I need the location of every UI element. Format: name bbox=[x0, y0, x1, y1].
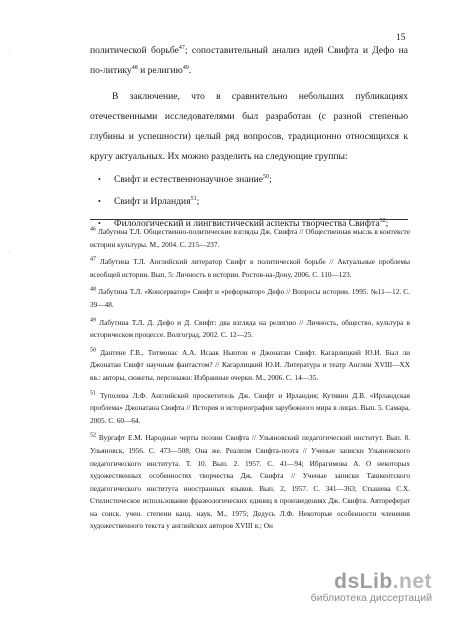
margin-mark: · bbox=[8, 48, 10, 54]
footnote: $^{51}$ Туполева Л.Ф. Английский просветитель Дж. Свифт и Ирландия; Кутявин Д.В. «Ирландская проблема» Джонатана Свифта // История и историография зарубежного мира в лицах. Вып. 5. Самара, 2005. С. 60—64. bbox=[90, 390, 410, 425]
footnote: $^{47}$ Лабутина Т.Л. Английский литератор Свифт в политической борьбе // Актуальные проблемы всеобщей истории. Вып. 5: Личность в истории. Ростов-на-Дону, 2006. С. 110—123. bbox=[90, 256, 411, 279]
footnote-divider bbox=[90, 219, 408, 220]
footnote: $^{50}$ Дантене Г.В., Титмонас А.А. Исаак Ньютон и Джонатан Свифт. Кагарлицкий Ю.И. Был ли Джонатан Свифт научным фантастом? // Кагарлицкий Ю.И. Литература и театр Англии XVIII—XX вв.: авторы, сюжеты, персонажи: Избранные очерки. М., 2006. С. 14—35. bbox=[90, 347, 411, 382]
list-item: • Свифт и естественнонаучное знание$^{50}$; bbox=[90, 169, 408, 191]
footnote-ref: 52 bbox=[379, 217, 386, 224]
list-item: • Свифт и Ирландия$^{51}$; bbox=[90, 191, 408, 213]
footnote-ref: 50 bbox=[263, 173, 270, 180]
watermark-logo: dsLib.net bbox=[334, 570, 432, 593]
paragraph-continuation: политической борьбе$^{47}$; сопоставительный анализ идей Свифта и Дефо на по-литику$^{48}$ и религию$^{49}$. bbox=[90, 44, 408, 76]
page-number: 15 bbox=[396, 33, 406, 43]
list-item: • Филологический и лингвистический аспекты творчества Свифта$^{52}$; bbox=[90, 213, 408, 235]
footnotes bbox=[90, 226, 410, 538]
watermark-subtitle: библиотека диссертаций bbox=[310, 592, 432, 604]
footnote-ref: 49 bbox=[182, 64, 189, 71]
site-watermark bbox=[311, 570, 432, 604]
bullet-icon: • bbox=[98, 197, 101, 206]
footnote: $^{49}$ Лабутина Т.Л. Д. Дефо и Д. Свифт: два взгляда на религию // Личность, общество, культура в историческом процессе. Волгоград, 2002. С. 12—25. bbox=[90, 317, 410, 340]
footnote: $^{46}$ Лабутина Т.Л. Общественно-политические взгляды Дж. Свифта // Общественная мысль в контексте истории культуры. М., 2004. С. 215—237. bbox=[90, 226, 410, 249]
main-text bbox=[90, 41, 408, 235]
footnote-ref: 48 bbox=[131, 64, 138, 71]
paragraph-conclusion: В заключение, что в сравнительно небольших публикациях отечественными исследователями был разработан (с разной степенью глубины и успешности) целый ряд вопросов, традиционно относящихся к кругу актуальных. Их можно разделить на следующие группы: bbox=[90, 91, 408, 162]
footnote: $^{52}$ Вургафт Е.М. Народные черты поэзии Свифта // Ульяновский педагогический институт. Вып. 8. Ульяновск, 1956. С. 473—508; Она же. Реализм Свифта-поэта // Ученые записки Ульяновского педагогического института. Т. 10. Вып. 2. 1957. С. 41—94; Ибрагимова А. О некоторых художественных особенностях творчества Дж. Свифта // Ученые записки Ташкентского педагогического института иностранных языков. Вып. 2, 1957. С. 341—363; Стышева С.Х. Стилистическое использование фразеологических единиц в произведениях Дж. Свифта. Автореферат на соиск. учен. степени канд. наук. М., 1975; Дедусь Л.Ф. Некоторые особенности членения художественного текста у английских авторов XVIII в.; Он bbox=[90, 432, 411, 531]
margin-mark: · bbox=[8, 250, 10, 256]
footnote: $^{48}$ Лабутина Т.Л. «Консерватор» Свифт и «реформатор» Дефо // Вопросы истории. 1995. №11—12. С. 39—48. bbox=[90, 286, 410, 309]
footnote-ref: 47 bbox=[178, 44, 185, 51]
footnote-ref: 51 bbox=[190, 195, 197, 202]
bullet-icon: • bbox=[98, 175, 101, 184]
bullet-icon: • bbox=[98, 219, 101, 228]
